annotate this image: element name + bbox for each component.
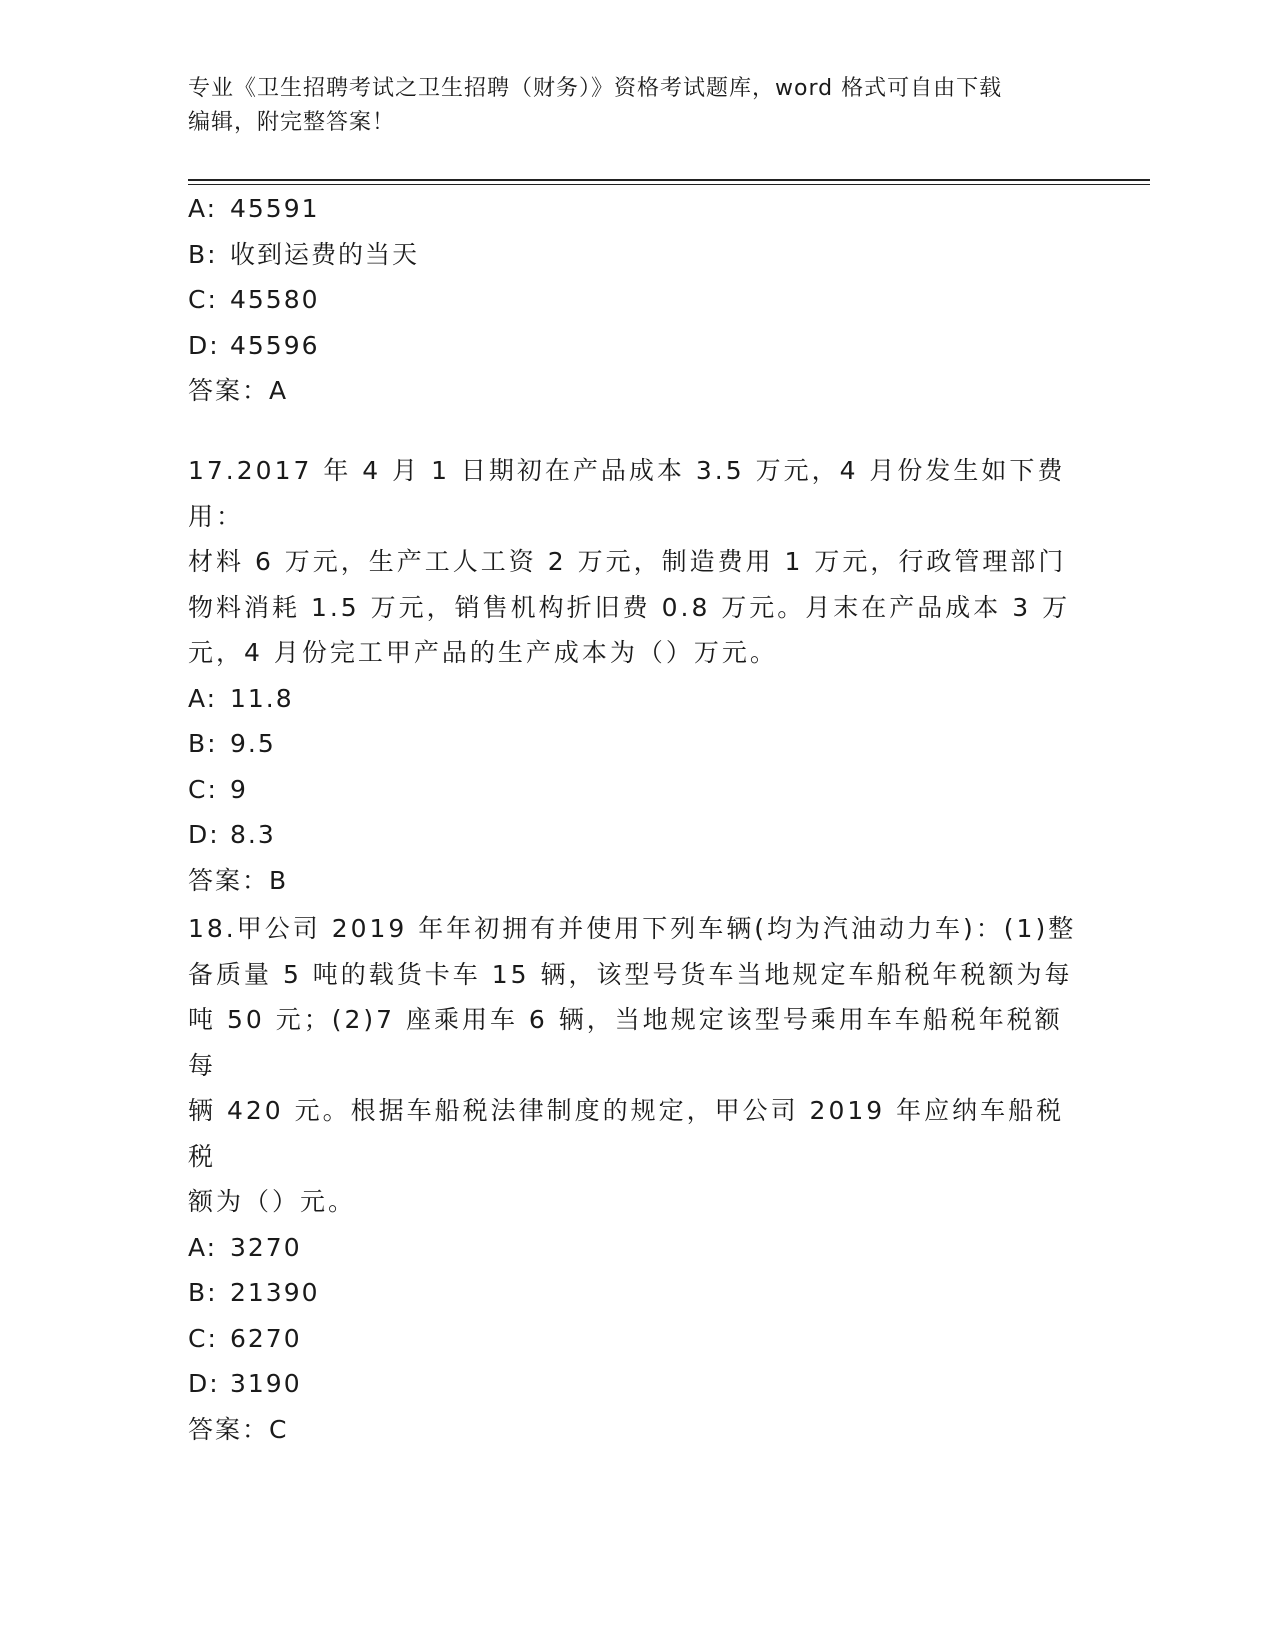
option-c: C: 45580	[188, 285, 320, 314]
question-17-line-4: 元，4 月份完工甲产品的生产成本为（）万元。	[188, 638, 778, 667]
option-b: B: 收到运费的当天	[188, 239, 420, 269]
option-c: C: 6270	[188, 1323, 302, 1353]
option-b: B: 9.5	[188, 729, 276, 758]
header-divider-thin	[188, 184, 1150, 185]
question-18-line-5: 额为（）元。	[188, 1187, 357, 1216]
answer-18: 答案：C	[188, 1414, 289, 1444]
option-a: A: 11.8	[188, 683, 294, 713]
header-divider-thick	[188, 179, 1150, 181]
header-line-2: 编辑，附完整答案！	[188, 110, 396, 135]
document-header	[188, 72, 1088, 140]
option-a: A: 45591	[188, 194, 320, 223]
option-d: D: 45596	[188, 330, 320, 360]
question-18-line-3: 吨 50 元；(2)7 座乘用车 6 辆，当地规定该型号乘用车车船税年税额每	[188, 1005, 1063, 1080]
answer-17: 答案：B	[188, 865, 289, 895]
option-d: D: 3190	[188, 1369, 302, 1398]
option-d: D: 8.3	[188, 820, 276, 849]
question-18-line-4: 辆 420 元。根据车船税法律制度的规定，甲公司 2019 年应纳车船税税	[188, 1096, 1065, 1171]
question-18-line-2: 备质量 5 吨的载货卡车 15 辆，该型号货车当地规定车船税年税额为每	[188, 959, 1073, 989]
option-b: B: 21390	[188, 1278, 320, 1307]
question-17	[188, 448, 1078, 903]
question-18	[188, 906, 1078, 1452]
question-18-line-1: 18.甲公司 2019 年年初拥有并使用下列车辆(均为汽油动力车)：(1)整	[188, 914, 1077, 943]
question-17-line-2: 材料 6 万元，生产工人工资 2 万元，制造费用 1 万元，行政管理部门	[188, 547, 1067, 576]
answer-16: 答案：A	[188, 376, 289, 405]
question-16	[188, 186, 1078, 414]
option-a: A: 3270	[188, 1232, 302, 1262]
header-line-1: 专业《卫生招聘考试之卫生招聘（财务）》资格考试题库，word 格式可自由下载	[188, 76, 1003, 101]
question-17-line-3: 物料消耗 1.5 万元，销售机构折旧费 0.8 万元。月末在产品成本 3 万	[188, 592, 1071, 622]
option-c: C: 9	[188, 774, 248, 804]
question-17-line-1: 17.2017 年 4 月 1 日期初在产品成本 3.5 万元，4 月份发生如下费用：	[188, 456, 1066, 531]
